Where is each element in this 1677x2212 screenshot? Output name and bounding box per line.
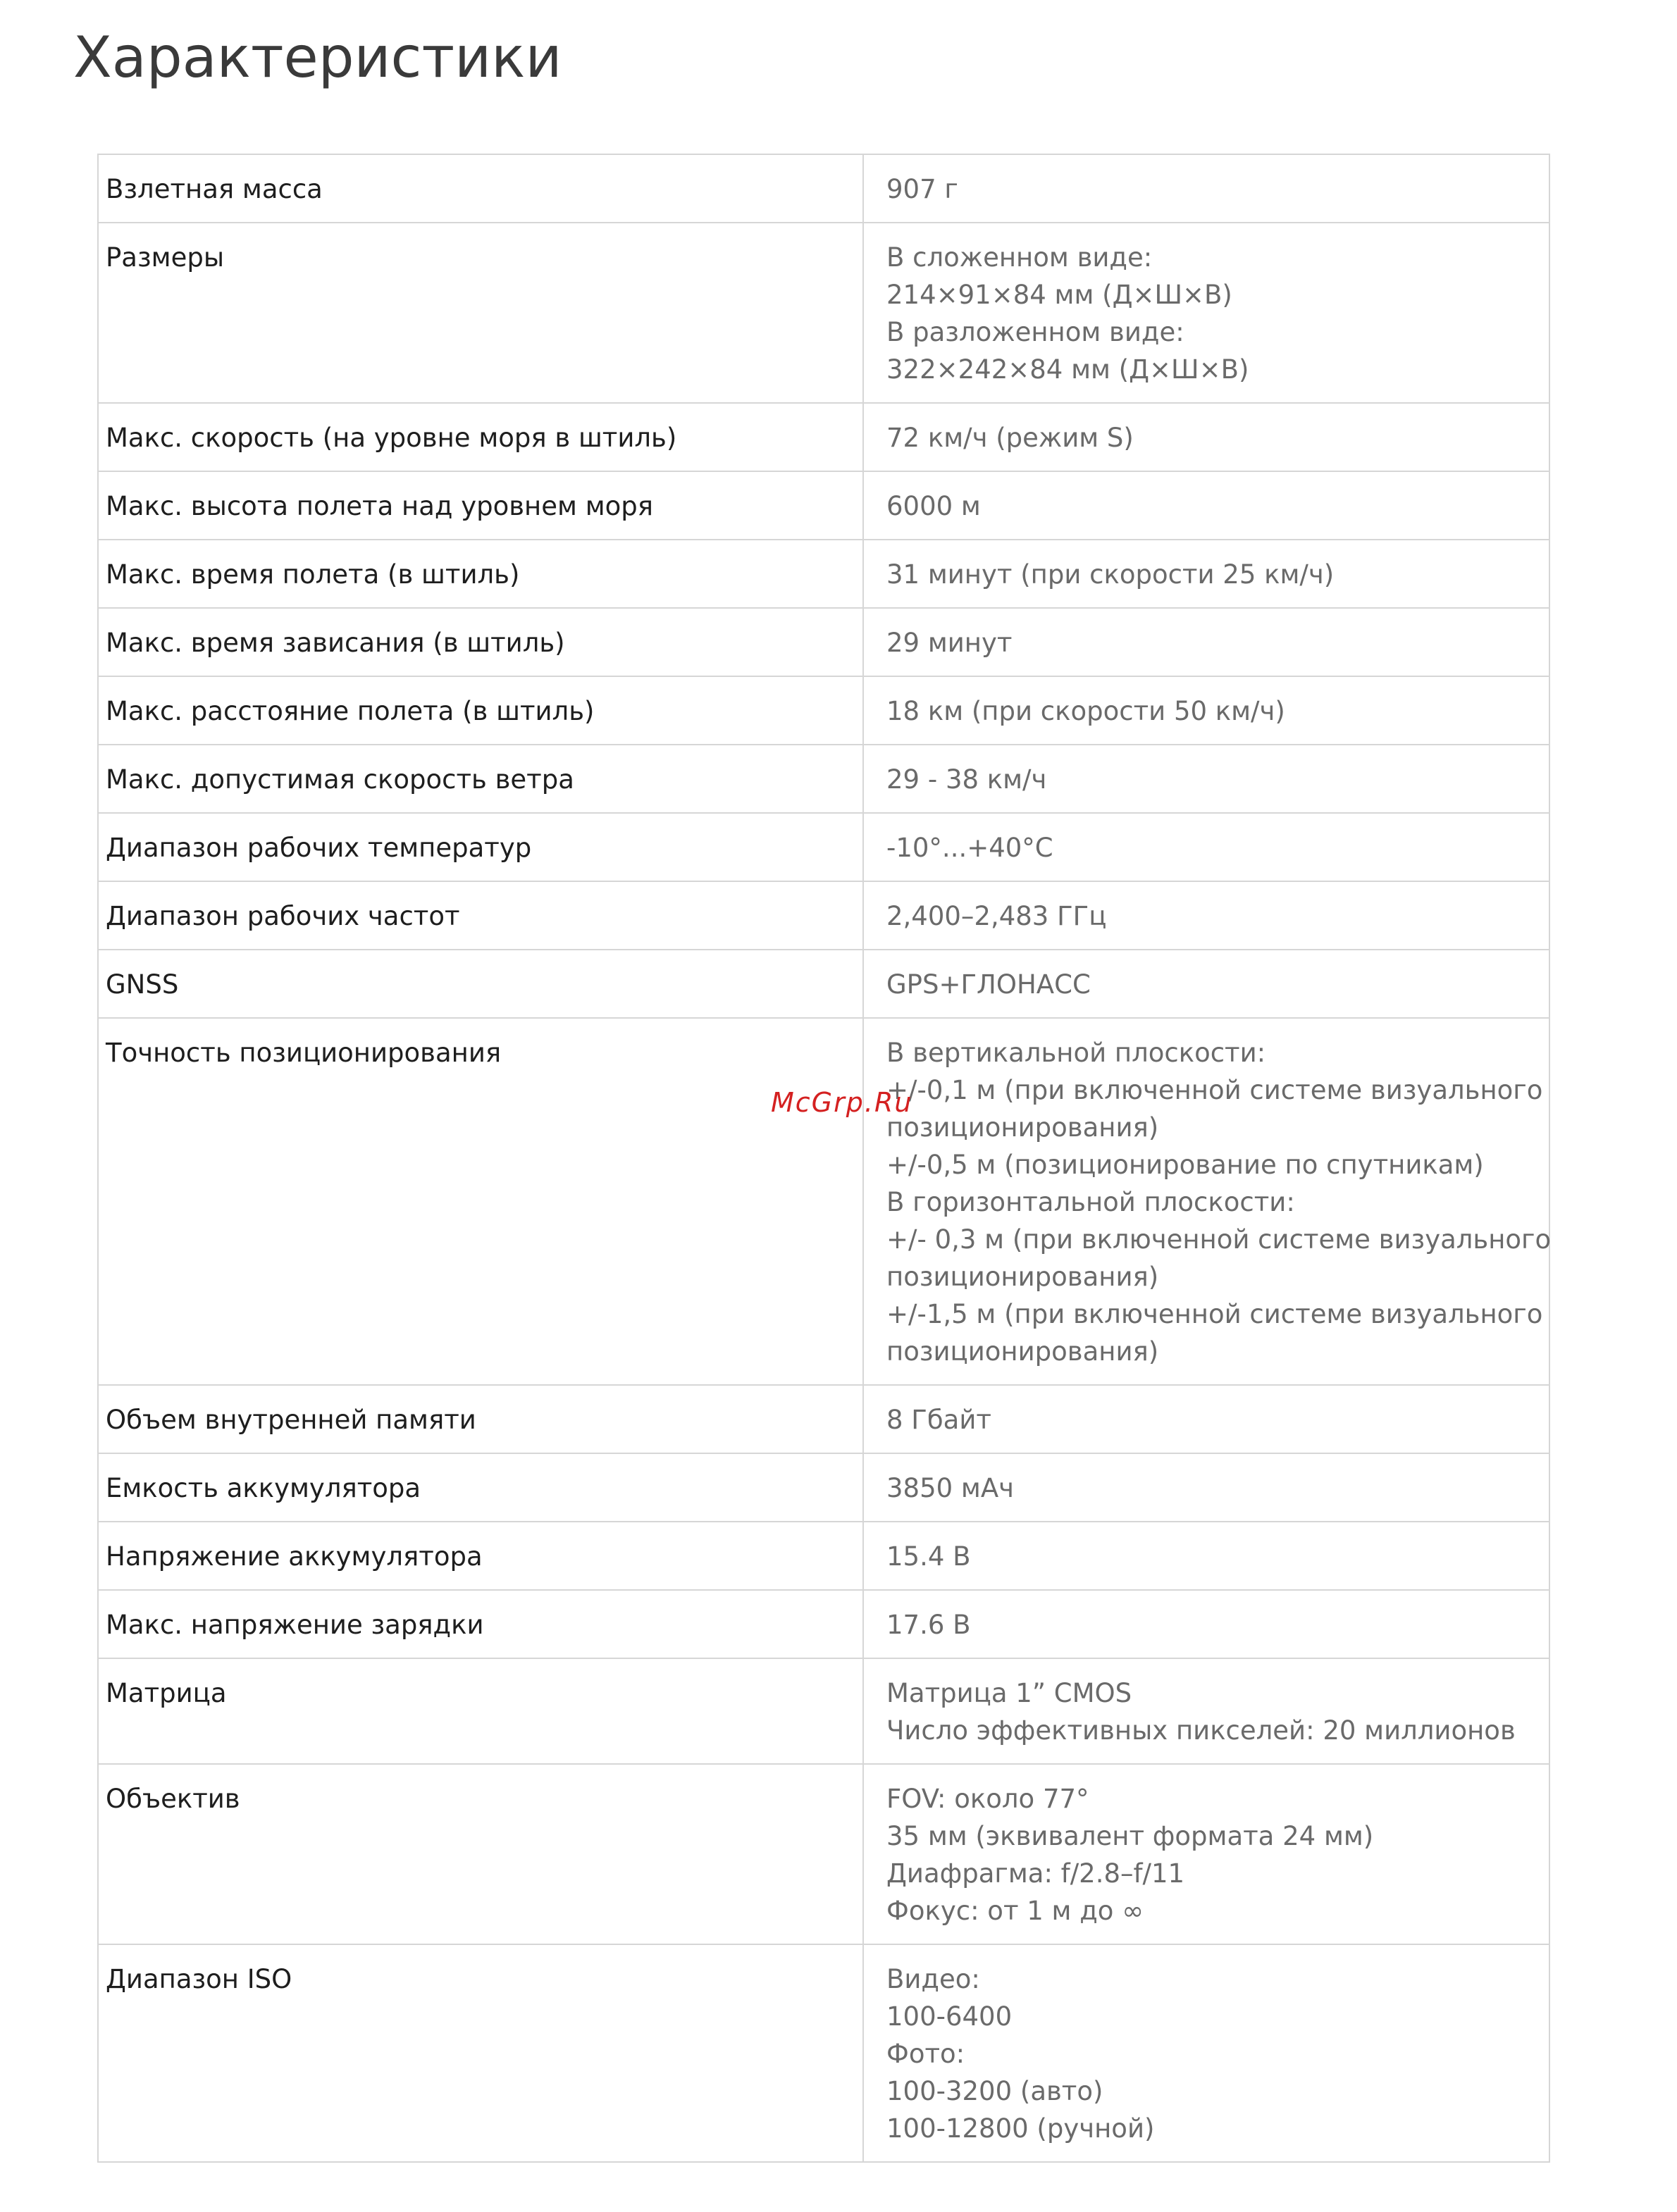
spec-value-line: 6000 м	[886, 491, 981, 521]
spec-row	[98, 1453, 1549, 1522]
spec-value-line: Видео:	[886, 1964, 980, 1994]
spec-value-line: Матрица 1” CMOS	[886, 1678, 1132, 1708]
spec-label: Объектив	[98, 1764, 863, 1944]
spec-value-line: позиционирования)	[886, 1336, 1159, 1367]
spec-row	[98, 1522, 1549, 1590]
spec-value	[863, 1018, 1552, 1385]
spec-value-line: 907 г	[886, 174, 958, 204]
spec-row	[98, 403, 1549, 471]
spec-row	[98, 1764, 1549, 1944]
spec-value-line: 2,400–2,483 ГГц	[886, 901, 1107, 931]
spec-value-line: GPS+ГЛОНАСС	[886, 969, 1091, 1000]
spec-value-line: 15.4 В	[886, 1541, 971, 1572]
spec-value-line: позиционирования)	[886, 1262, 1159, 1292]
spec-value-line: Диафрагма: f/2.8–f/11	[886, 1858, 1185, 1889]
spec-value	[863, 1658, 1549, 1764]
spec-label: Макс. время зависания (в штиль)	[98, 608, 863, 676]
spec-value-line: Фокус: от 1 м до ∞	[886, 1896, 1144, 1926]
spec-value	[863, 403, 1549, 471]
spec-row	[98, 1658, 1549, 1764]
spec-value-line: FOV: около 77°	[886, 1784, 1089, 1814]
watermark: McGrp.Ru	[771, 1087, 913, 1118]
spec-row	[98, 1944, 1549, 2162]
spec-row	[98, 1018, 1549, 1385]
spec-value	[863, 608, 1549, 676]
spec-value-line: +/- 0,3 м (при включенной системе визуального	[886, 1224, 1552, 1255]
spec-value-line: 17.6 В	[886, 1610, 971, 1640]
spec-row	[98, 471, 1549, 540]
spec-value-line: В разложенном виде:	[886, 317, 1184, 347]
spec-value-line: 31 минут (при скорости 25 км/ч)	[886, 559, 1335, 590]
spec-value-line: В горизонтальной плоскости:	[886, 1187, 1295, 1217]
spec-value-line: Фото:	[886, 2039, 965, 2069]
spec-value	[863, 223, 1549, 403]
spec-label: Макс. расстояние полета (в штиль)	[98, 676, 863, 745]
spec-value-line: 72 км/ч (режим S)	[886, 423, 1134, 453]
spec-value	[863, 1764, 1549, 1944]
spec-value-line: 100-3200 (авто)	[886, 2076, 1103, 2106]
spec-label: Макс. напряжение зарядки	[98, 1590, 863, 1658]
spec-label: Диапазон рабочих температур	[98, 813, 863, 881]
spec-label: GNSS	[98, 950, 863, 1018]
spec-value-line: 100-12800 (ручной)	[886, 2113, 1155, 2144]
spec-value	[863, 813, 1549, 881]
spec-value-line: В сложенном виде:	[886, 242, 1153, 273]
spec-row	[98, 1385, 1549, 1453]
spec-row	[98, 745, 1549, 813]
spec-row	[98, 223, 1549, 403]
spec-value-line: +/-1,5 м (при включенной системе визуального	[886, 1299, 1543, 1329]
spec-label: Напряжение аккумулятора	[98, 1522, 863, 1590]
spec-value-line: 322×242×84 мм (Д×Ш×В)	[886, 354, 1249, 385]
spec-value	[863, 881, 1549, 950]
spec-row	[98, 813, 1549, 881]
spec-label: Матрица	[98, 1658, 863, 1764]
spec-value-line: 3850 мАч	[886, 1473, 1015, 1503]
spec-value-line: Число эффективных пикселей: 20 миллионов	[886, 1715, 1516, 1746]
spec-value-line: В вертикальной плоскости:	[886, 1038, 1266, 1068]
spec-value-line: 18 км (при скорости 50 км/ч)	[886, 696, 1285, 726]
spec-row	[98, 608, 1549, 676]
spec-value	[863, 676, 1549, 745]
spec-label: Емкость аккумулятора	[98, 1453, 863, 1522]
spec-label: Размеры	[98, 223, 863, 403]
spec-value-line: 29 минут	[886, 628, 1013, 658]
spec-row	[98, 154, 1549, 223]
spec-label: Макс. высота полета над уровнем моря	[98, 471, 863, 540]
page-title: Характеристики	[73, 25, 562, 90]
spec-value-line: -10°...+40°C	[886, 833, 1053, 863]
spec-value	[863, 1453, 1549, 1522]
spec-value	[863, 1944, 1549, 2162]
spec-value-line: 100-6400	[886, 2001, 1013, 2032]
spec-value	[863, 1385, 1549, 1453]
spec-value-line: +/-0,1 м (при включенной системе визуального	[886, 1075, 1543, 1105]
spec-value-line: 8 Гбайт	[886, 1405, 991, 1435]
spec-label: Диапазон рабочих частот	[98, 881, 863, 950]
spec-value-line: 35 мм (эквивалент формата 24 мм)	[886, 1821, 1374, 1851]
spec-label: Макс. допустимая скорость ветра	[98, 745, 863, 813]
spec-row	[98, 676, 1549, 745]
spec-label: Макс. время полета (в штиль)	[98, 540, 863, 608]
spec-label: Объем внутренней памяти	[98, 1385, 863, 1453]
spec-value-line: +/-0,5 м (позиционирование по спутникам)	[886, 1150, 1484, 1180]
spec-value-line: 214×91×84 мм (Д×Ш×В)	[886, 280, 1232, 310]
spec-value-line: позиционирования)	[886, 1112, 1159, 1143]
spec-value	[863, 745, 1549, 813]
spec-row	[98, 540, 1549, 608]
spec-label: Взлетная масса	[98, 154, 863, 223]
spec-row	[98, 881, 1549, 950]
specs-table	[97, 154, 1550, 2163]
spec-value	[863, 540, 1549, 608]
spec-value-line: 29 - 38 км/ч	[886, 764, 1047, 795]
spec-label: Диапазон ISO	[98, 1944, 863, 2162]
spec-value	[863, 1590, 1549, 1658]
spec-value	[863, 1522, 1549, 1590]
spec-row	[98, 950, 1549, 1018]
spec-value	[863, 950, 1549, 1018]
spec-label: Макс. скорость (на уровне моря в штиль)	[98, 403, 863, 471]
spec-value	[863, 471, 1549, 540]
spec-label: Точность позиционирования	[98, 1018, 863, 1385]
spec-row	[98, 1590, 1549, 1658]
spec-value	[863, 154, 1549, 223]
